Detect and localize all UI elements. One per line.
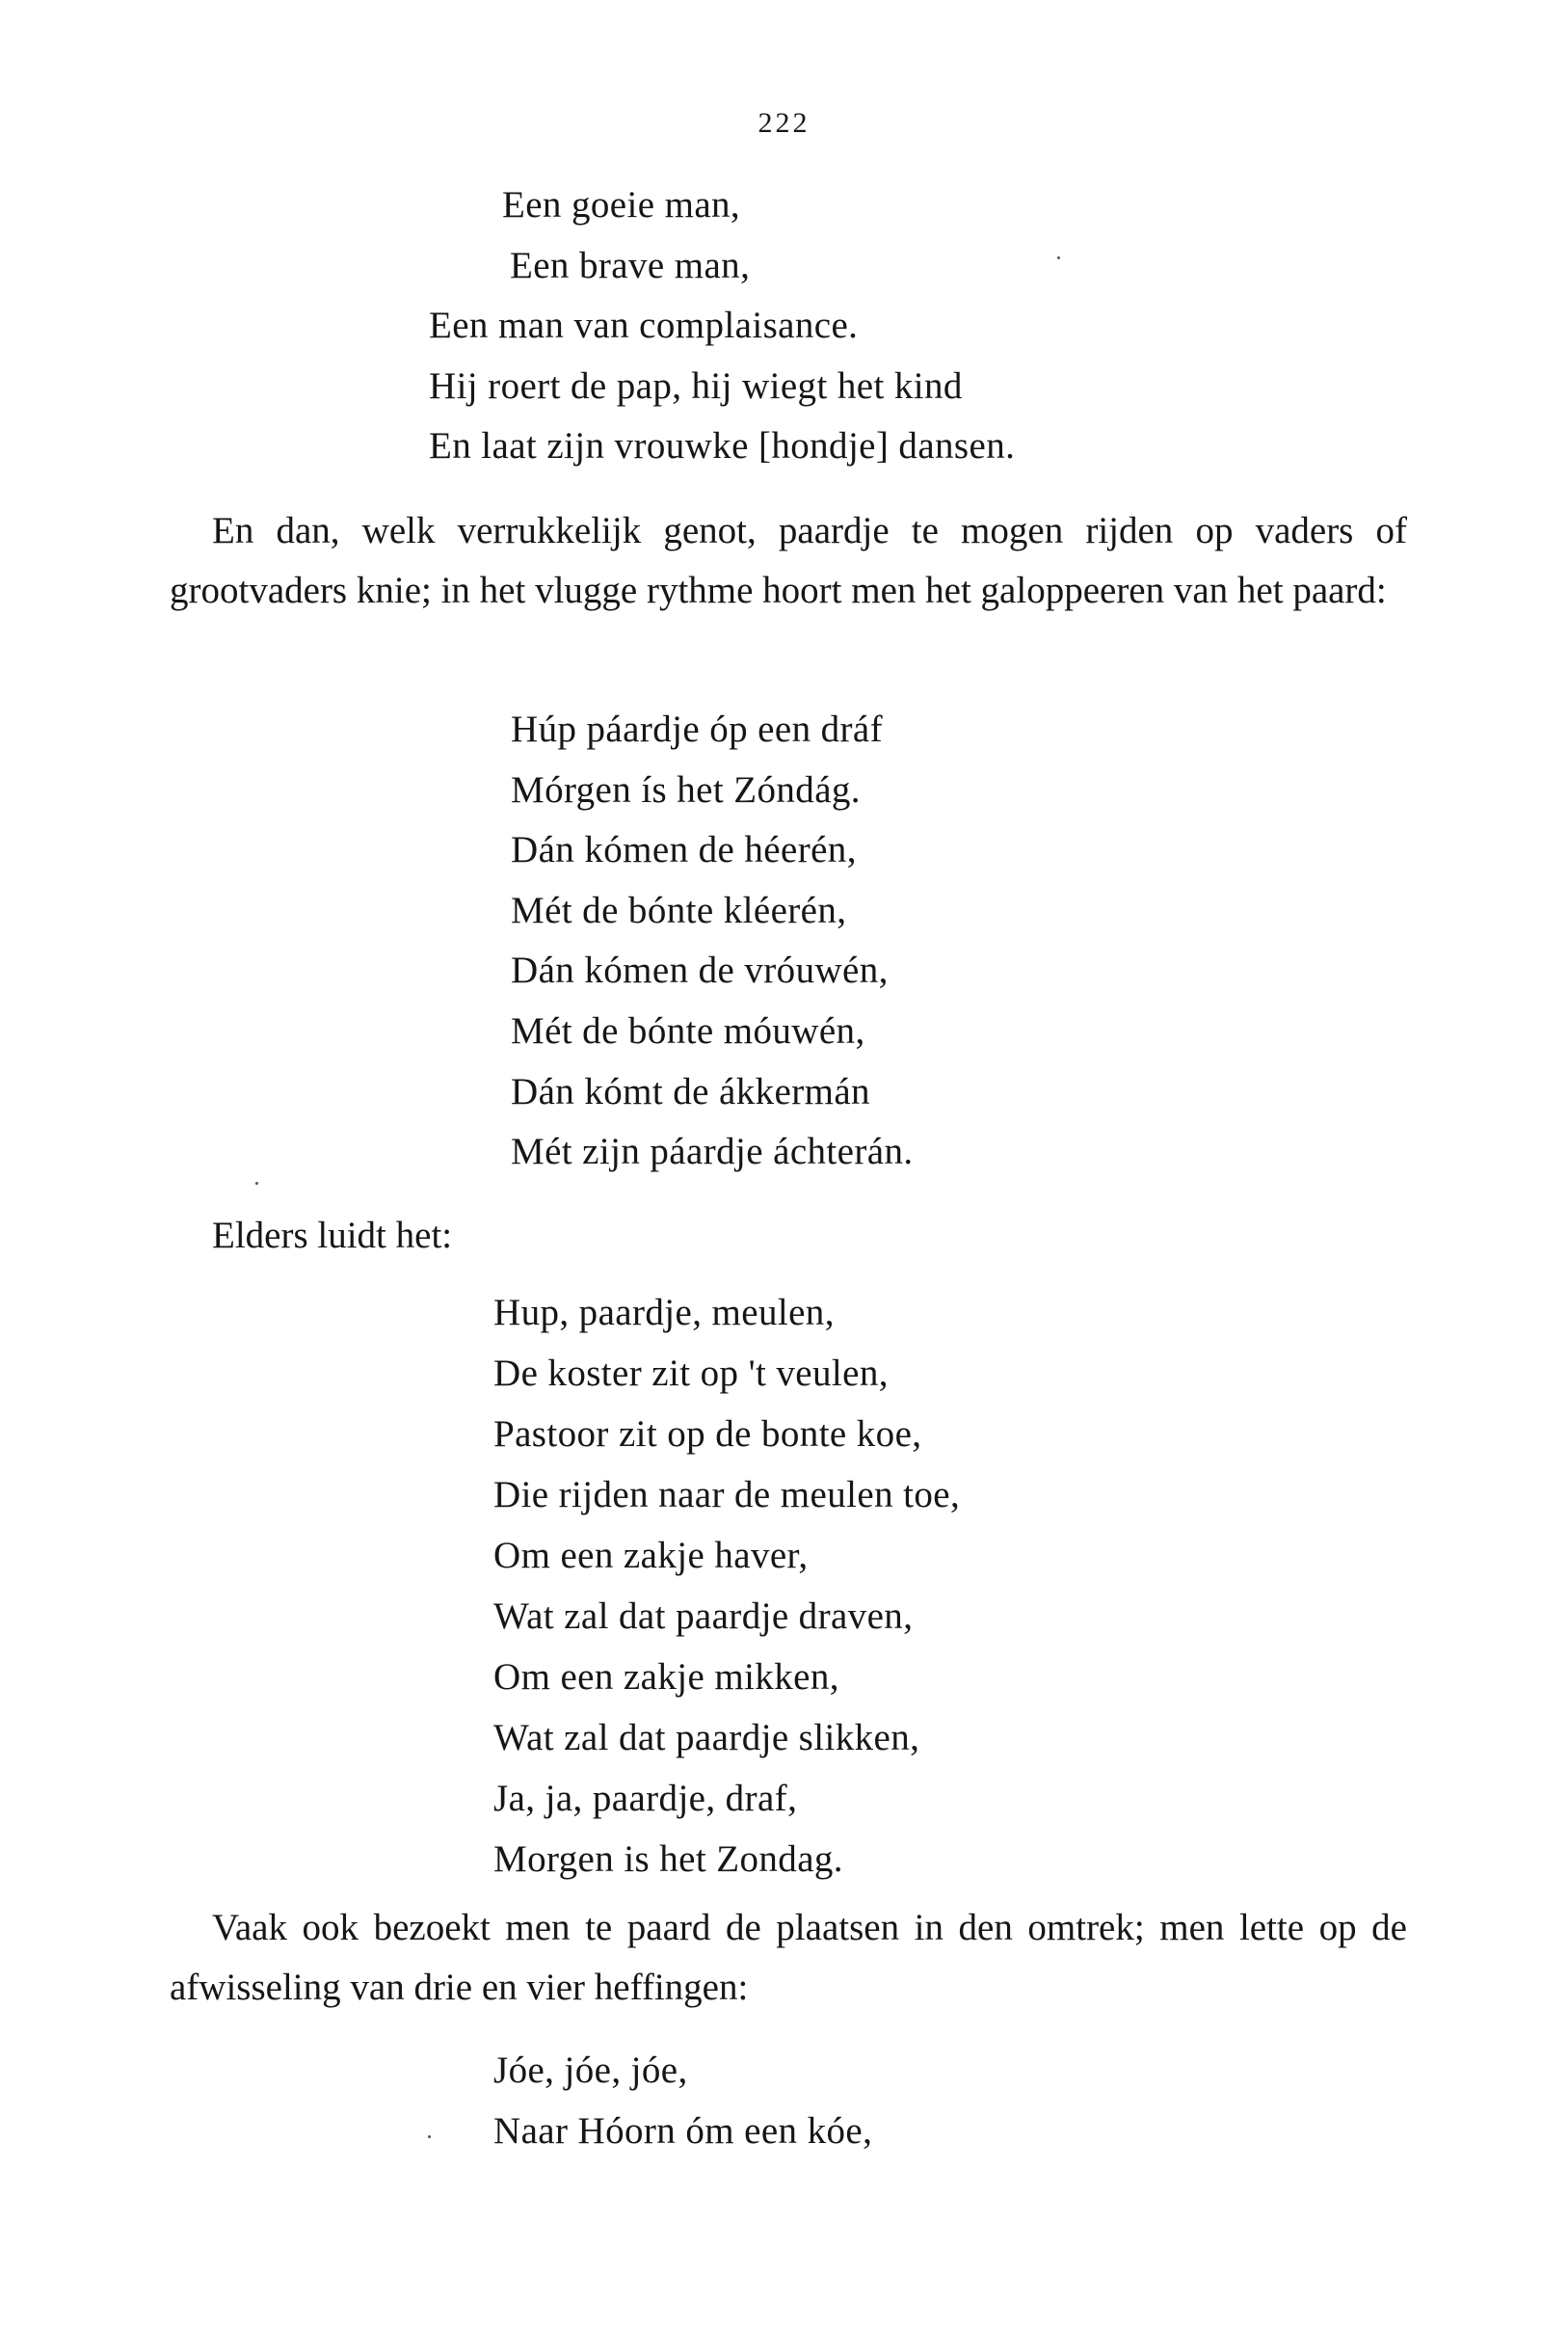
verse-line: Dán kómen de héerén, bbox=[511, 829, 857, 871]
ink-speck bbox=[428, 2135, 431, 2138]
paragraph-text: Vaak ook bezoekt men te paard de plaatsen in den omtrek; men lette op de afwisseling van drie en vier heffingen: bbox=[170, 1907, 1407, 2008]
verse-line: Mét de bónte móuwén, bbox=[511, 1009, 865, 1052]
verse-line: Ja, ja, paardje, draf, bbox=[493, 1778, 798, 1819]
verse-line: En laat zijn vrouwke [hondje] dansen. bbox=[429, 425, 1016, 467]
verse-line: Dán kómen de vróuwén, bbox=[511, 950, 889, 992]
verse-line: Jóe, jóe, jóe, bbox=[493, 2050, 688, 2091]
verse-line: Mét zijn páardje áchterán. bbox=[511, 1131, 914, 1173]
verse-line: Mét de bónte kléerén, bbox=[511, 889, 847, 931]
paragraph-text: En dan, welk verrukkelijk genot, paardje te mogen rijden op vaders of grootvaders knie; in het vlugge rythme hoort men het galoppeeren van het paard: bbox=[170, 510, 1407, 611]
page-number: 222 bbox=[757, 107, 811, 139]
verse-line: Pastoor zit op de bonte koe, bbox=[493, 1413, 922, 1455]
verse-3 bbox=[493, 1282, 960, 1889]
verse-line: Een brave man, bbox=[510, 244, 751, 286]
paragraph-3 bbox=[170, 1898, 1407, 2018]
verse-1 bbox=[429, 175, 1015, 477]
verse-line: Een goeie man, bbox=[502, 184, 741, 226]
verse-line: Om een zakje mikken, bbox=[493, 1656, 839, 1698]
paragraph-2: Elders luidt het: bbox=[212, 1215, 453, 1256]
verse-line: Die rijden naar de meulen toe, bbox=[493, 1474, 961, 1515]
verse-line: De koster zit op 't veulen, bbox=[493, 1353, 889, 1394]
verse-4 bbox=[493, 2041, 872, 2161]
verse-line: Naar Hóorn óm een kóe, bbox=[493, 2109, 873, 2152]
verse-line: Morgen is het Zondag. bbox=[493, 1838, 843, 1880]
verse-line: Húp páardje óp een dráf bbox=[511, 709, 884, 750]
verse-line: Mórgen ís het Zóndág. bbox=[511, 768, 861, 811]
verse-line: Hij roert de pap, hij wiegt het kind bbox=[429, 364, 963, 407]
ink-speck bbox=[255, 1182, 258, 1185]
verse-line: Om een zakje haver, bbox=[493, 1535, 809, 1576]
verse-line: Dán kómt de ákkermán bbox=[511, 1070, 870, 1112]
verse-2 bbox=[511, 700, 914, 1183]
verse-line: Wat zal dat paardje draven, bbox=[493, 1595, 914, 1637]
paragraph-1 bbox=[170, 501, 1407, 621]
verse-line: Wat zal dat paardje slikken, bbox=[493, 1717, 920, 1758]
ink-speck bbox=[1057, 256, 1060, 259]
verse-line: Hup, paardje, meulen, bbox=[493, 1292, 835, 1333]
verse-line: Een man van complaisance. bbox=[429, 305, 859, 346]
